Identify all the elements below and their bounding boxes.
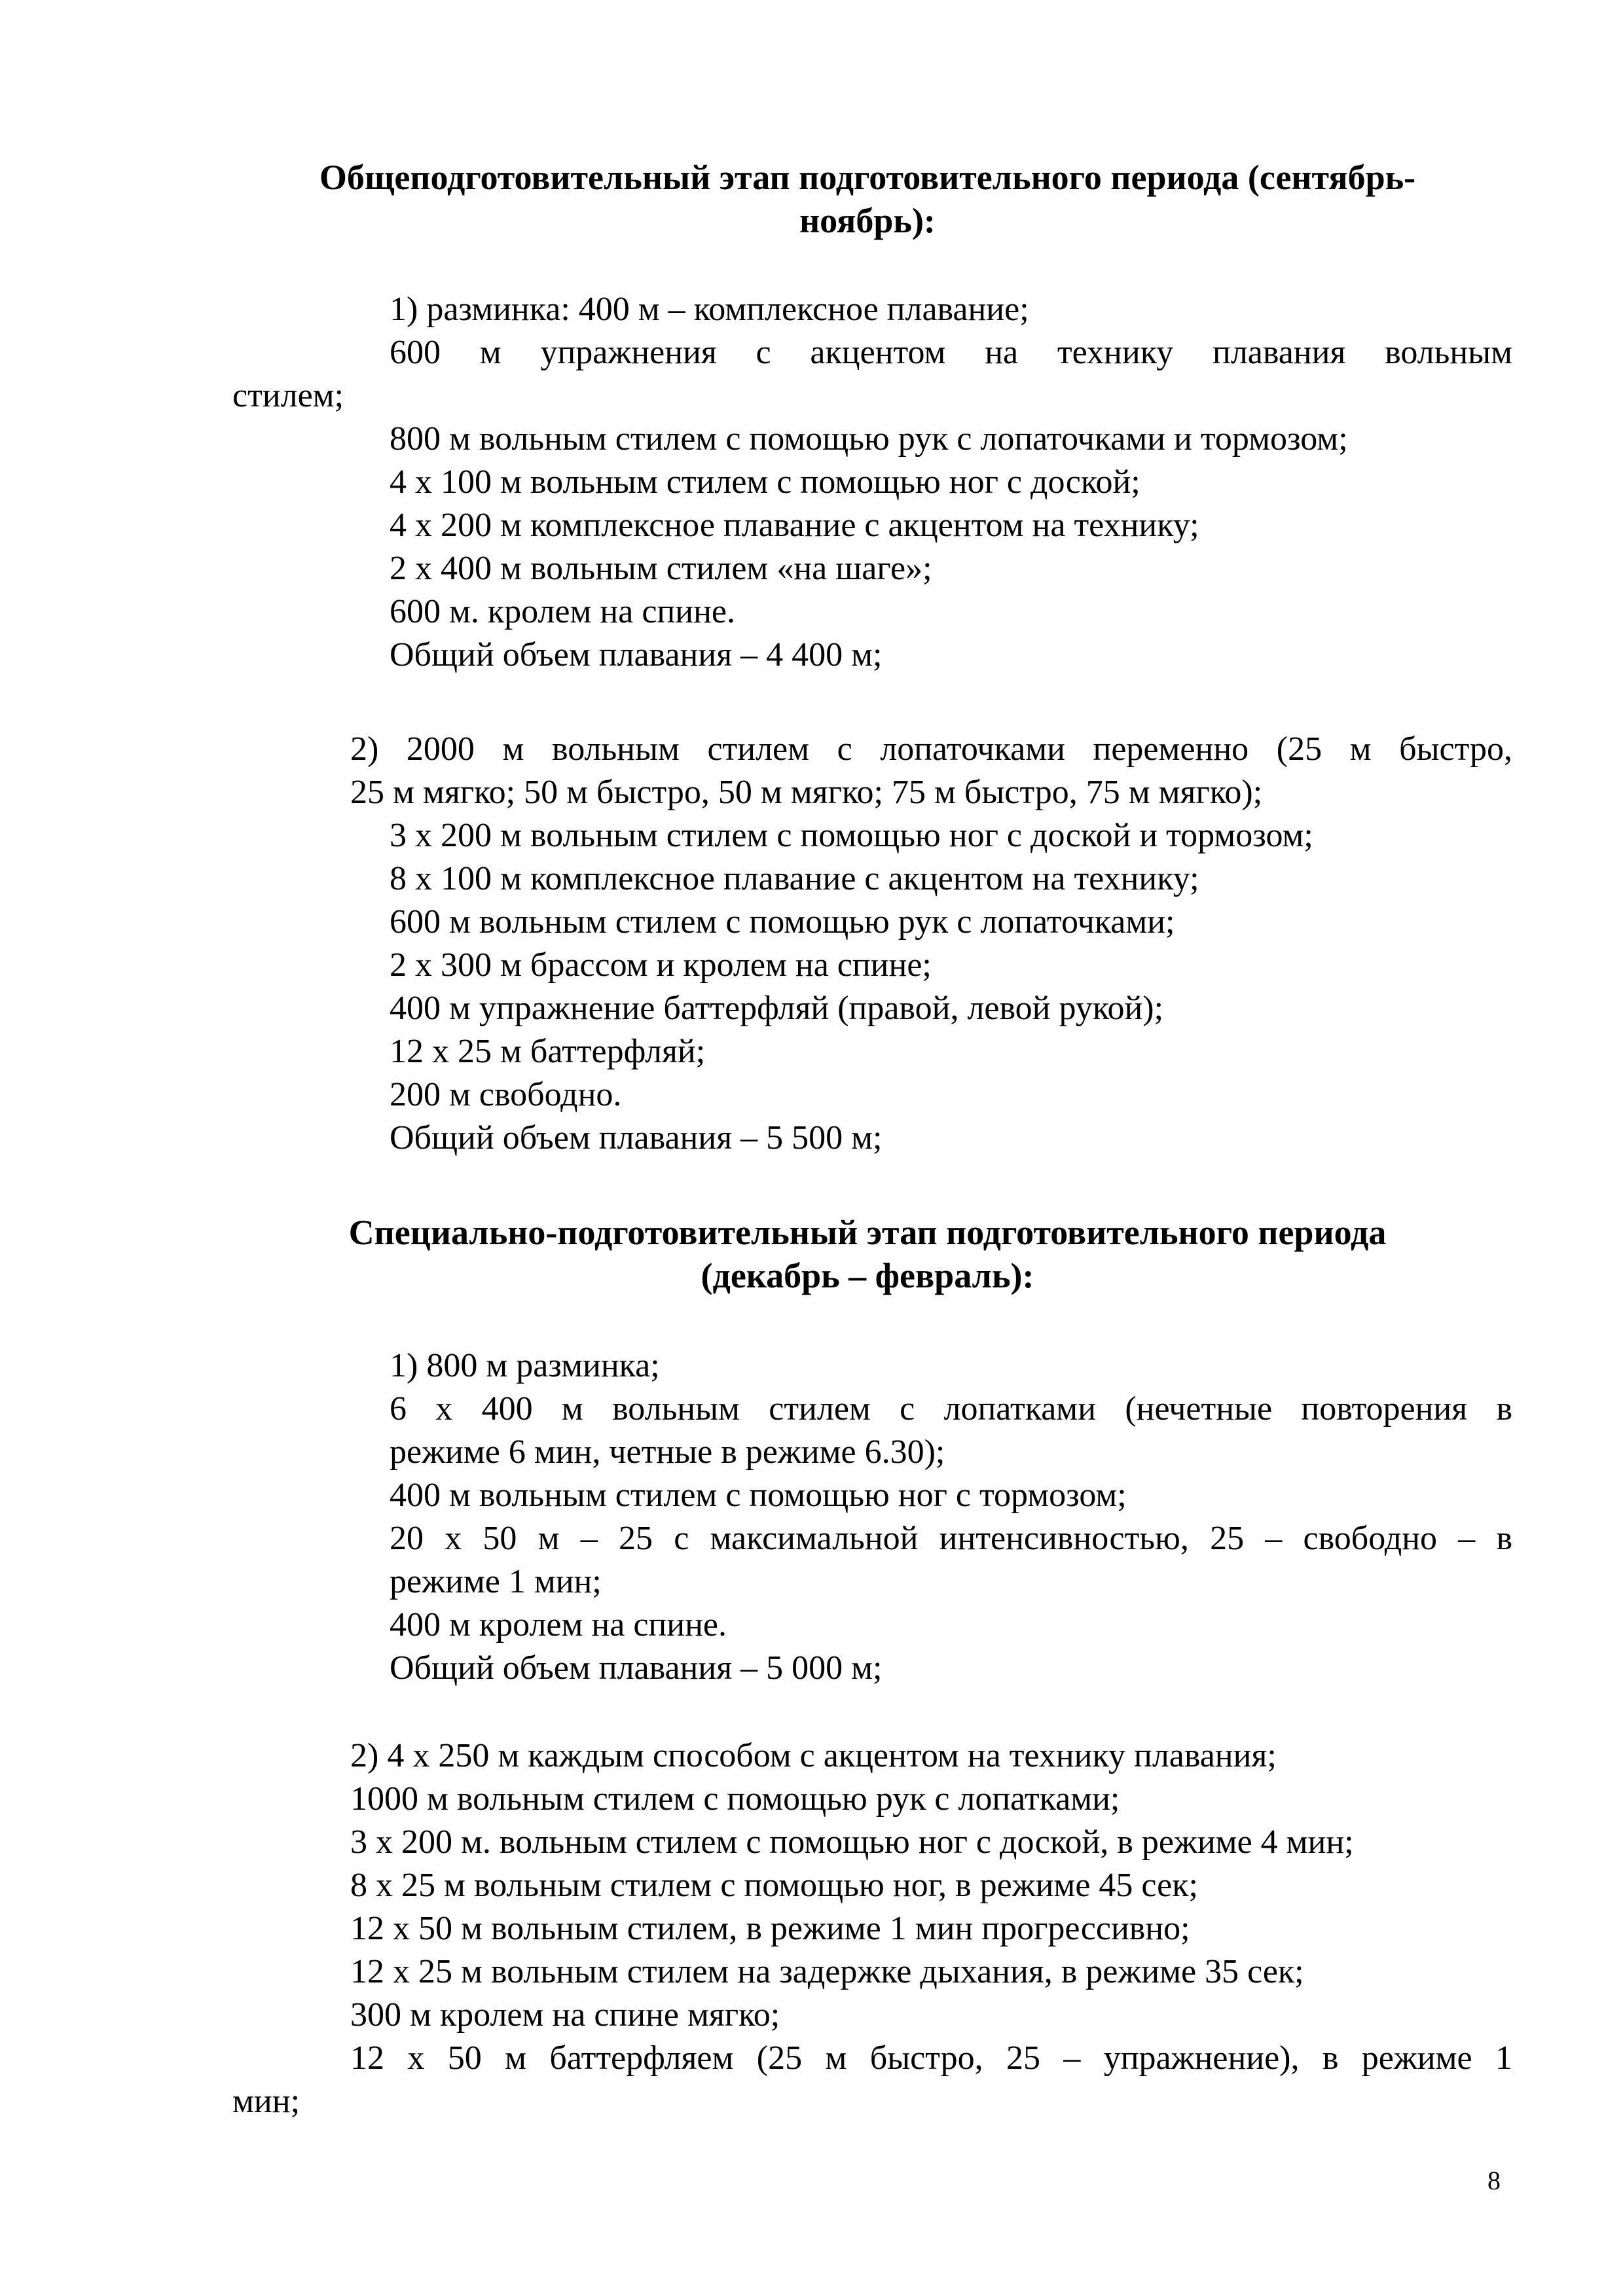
s1b2-line3: 3 х 200 м вольным стилем с помощью ног с доской и тормозом;	[390, 817, 1313, 854]
s2b2-line7: 300 м кролем на спине мягко;	[350, 1996, 780, 2034]
s1b2-line2: 25 м мягко; 50 м быстро, 50 м мягко; 75 м быстро, 75 м мягко);	[350, 774, 1263, 811]
s1b1-line1: 1) разминка: 400 м – комплексное плавание;	[390, 291, 1029, 328]
s2b1-line5: 20 х 50 м – 25 с максимальной интенсивностью, 25 – свободно – в	[390, 1520, 1512, 1557]
s2b2-line5: 12 х 50 м вольным стилем, в режиме 1 мин прогрессивно;	[350, 1910, 1190, 1947]
s2b2-line3: 3 х 200 м. вольным стилем с помощью ног с доской, в режиме 4 мин;	[350, 1823, 1354, 1861]
s1b2-line10: Общий объем плавания – 5 500 м;	[390, 1119, 883, 1157]
s2b1-line6: режиме 1 мин;	[390, 1563, 602, 1600]
s2b1-line1: 1) 800 м разминка;	[390, 1347, 660, 1384]
s1b1-line6: 4 х 200 м комплексное плавание с акцентом на технику;	[390, 507, 1199, 544]
section1-title-line1: Общеподготовительный этап подготовительного периода (сентябрь-	[319, 158, 1416, 197]
page-number: 8	[1487, 2166, 1501, 2195]
s1b1-line2: 600 м упражнения с акцентом на технику плавания вольным	[390, 334, 1512, 371]
section2-title-line1: Специально-подготовительный этап подготовительного периода	[348, 1213, 1387, 1252]
s2b1-line3: режиме 6 мин, четные в режиме 6.30);	[390, 1433, 945, 1471]
s2b2-line8: 12 х 50 м баттерфляем (25 м быстро, 25 – упражнение), в режиме 1	[350, 2039, 1512, 2077]
section2-title-line2: (декабрь – февраль):	[701, 1256, 1034, 1295]
s2b2-line4: 8 х 25 м вольным стилем с помощью ног, в режиме 45 сек;	[350, 1867, 1198, 1904]
s1b2-line7: 400 м упражнение баттерфляй (правой, левой рукой);	[390, 990, 1164, 1027]
s1b1-line8: 600 м. кролем на спине.	[390, 593, 735, 630]
s1b1-line5: 4 х 100 м вольным стилем с помощью ног с доской;	[390, 463, 1140, 501]
s1b1-line9: Общий объем плавания – 4 400 м;	[390, 636, 883, 673]
s1b1-line4: 800 м вольным стилем с помощью рук с лопаточками и тормозом;	[390, 420, 1348, 457]
s1b1-line3: стилем;	[232, 377, 344, 414]
s2b1-line8: Общий объем плавания – 5 000 м;	[390, 1649, 883, 1687]
s2b2-line1: 2) 4 х 250 м каждым способом с акцентом на технику плавания;	[350, 1737, 1277, 1774]
s2b2-line2: 1000 м вольным стилем с помощью рук с лопатками;	[350, 1780, 1120, 1818]
s1b2-line9: 200 м свободно.	[390, 1076, 622, 1113]
s1b2-line1: 2) 2000 м вольным стилем с лопаточками переменно (25 м быстро,	[350, 730, 1512, 768]
s2b1-line7: 400 м кролем на спине.	[390, 1606, 727, 1643]
section1-title-line2: ноябрь):	[799, 201, 936, 240]
s1b2-line4: 8 х 100 м комплексное плавание с акцентом на технику;	[390, 860, 1199, 897]
s1b2-line6: 2 х 300 м брассом и кролем на спине;	[390, 946, 932, 984]
s2b1-line2: 6 х 400 м вольным стилем с лопатками (нечетные повторения в	[390, 1390, 1512, 1427]
s1b2-line5: 600 м вольным стилем с помощью рук с лопаточками;	[390, 903, 1175, 941]
s2b2-line6: 12 х 25 м вольным стилем на задержке дыхания, в режиме 35 сек;	[350, 1953, 1304, 1990]
s1b1-line7: 2 х 400 м вольным стилем «на шаге»;	[390, 550, 932, 587]
s1b2-line8: 12 х 25 м баттерфляй;	[390, 1033, 706, 1070]
s2b2-line9: мин;	[232, 2083, 301, 2120]
s2b1-line4: 400 м вольным стилем с помощью ног с тормозом;	[390, 1477, 1127, 1514]
